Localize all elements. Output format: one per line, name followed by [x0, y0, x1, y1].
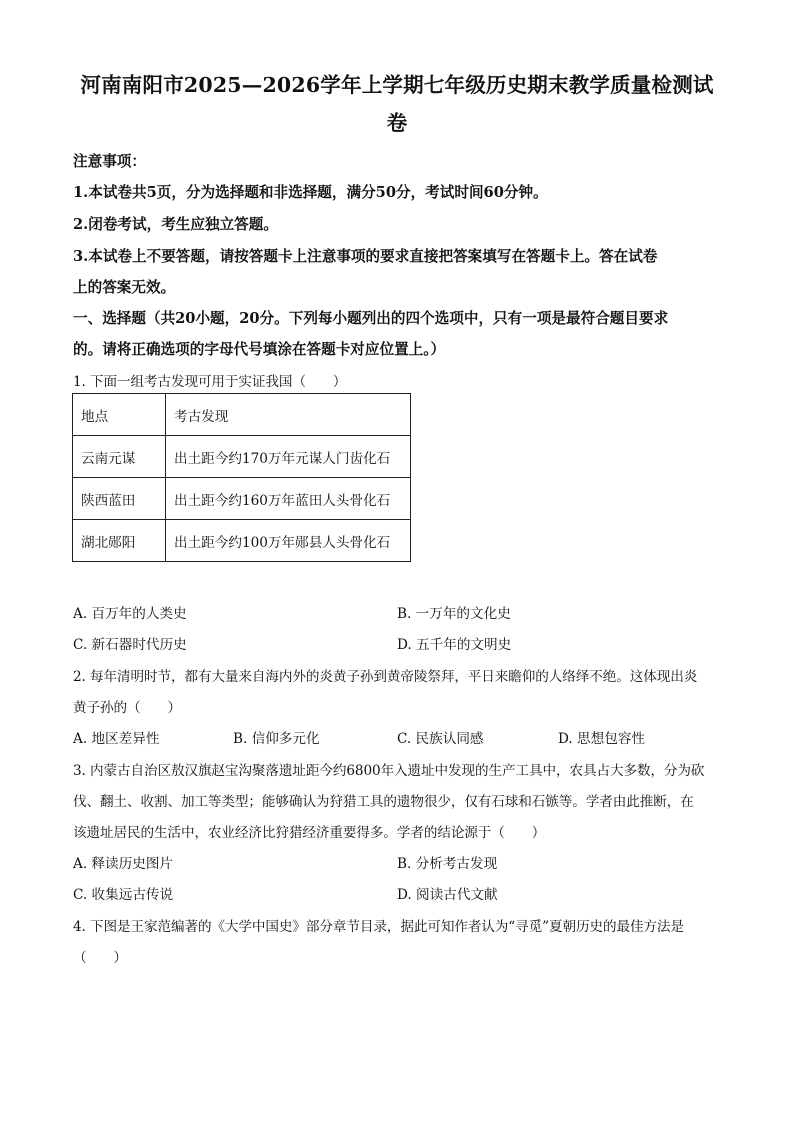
q1-option-a: A. 百万年的人类史: [73, 606, 187, 622]
section-heading-line-1: 一、选择题（共20小题，20分。下列每小题列出的四个选项中，只有一项是最符合题目要求: [73, 310, 669, 327]
title-line-2: 卷: [386, 111, 408, 135]
archaeology-table: [72, 393, 411, 562]
title-line-1: 河南南阳市2025—2026学年上学期七年级历史期末教学质量检测试: [80, 73, 714, 97]
q1-option-d: D. 五千年的文明史: [397, 637, 512, 653]
question-2-stem-line-1: 2. 每年清明时节，都有大量来自海内外的炎黄子孙到黄帝陵祭拜，平日来瞻仰的人络绎不绝。这体现出炎: [73, 669, 698, 685]
q3-option-b: B. 分析考古发现: [397, 856, 498, 872]
table-row: [73, 436, 411, 478]
table-cell: 出土距今约160万年蓝田人头骨化石: [166, 478, 411, 520]
table-header-cell: 考古发现: [166, 394, 411, 436]
question-4-stem-line-1: 4. 下图是王家范编著的《大学中国史》部分章节目录，据此可知作者认为“寻觅”夏朝历史的最佳方法是: [73, 919, 684, 935]
question-4-stem-line-2: （ ）: [73, 950, 127, 966]
q3-option-d: D. 阅读古代文献: [397, 887, 498, 903]
question-3-stem-line-1: 3. 内蒙古自治区敖汉旗赵宝沟聚落遗址距今约6800年入遗址中发现的生产工具中，农具占大多数，分为砍: [73, 763, 705, 779]
table-cell: 出土距今约100万年郧县人头骨化石: [166, 520, 411, 562]
question-3-stem-line-3: 该遗址居民的生活中，农业经济比狩猎经济重要得多。学者的结论源于（ ）: [73, 825, 546, 841]
q2-option-b: B. 信仰多元化: [233, 731, 320, 747]
q2-option-c: C. 民族认同感: [397, 731, 484, 747]
notice-item-1: 1.本试卷共5页，分为选择题和非选择题，满分50分，考试时间60分钟。: [73, 184, 548, 201]
question-1-stem: 1. 下面一组考古发现可用于实证我国（ ）: [73, 374, 347, 390]
q3-option-a: A. 释读历史图片: [73, 856, 174, 872]
question-2-stem-line-2: 黄子孙的（ ）: [73, 700, 181, 716]
table-header-cell: 地点: [73, 394, 166, 436]
exam-title: [60, 66, 734, 142]
q2-option-a: A. 地区差异性: [73, 731, 160, 747]
question-3-stem-line-2: 伐、翻土、收割、加工等类型；能够确认为狩猎工具的遗物很少，仅有石球和石镞等。学者由此推断，在: [73, 794, 694, 810]
q1-option-c: C. 新石器时代历史: [73, 637, 187, 653]
q1-option-b: B. 一万年的文化史: [397, 606, 511, 622]
notice-item-3: 3.本试卷上不要答题，请按答题卡上注意事项的要求直接把答案填写在答题卡上。答在试卷: [73, 248, 658, 265]
table-cell: 陕西蓝田: [73, 478, 166, 520]
notice-item-2: 2.闭卷考试，考生应独立答题。: [73, 216, 278, 233]
notice-heading: 注意事项：: [73, 153, 146, 170]
notice-item-3-cont: 上的答案无效。: [73, 279, 176, 296]
q3-option-c: C. 收集远古传说: [73, 887, 174, 903]
table-row: [73, 478, 411, 520]
table-header-row: [73, 394, 411, 436]
table-cell: 出土距今约170万年元谋人门齿化石: [166, 436, 411, 478]
table-cell: 云南元谋: [73, 436, 166, 478]
section-heading-line-2: 的。请将正确选项的字母代号填涂在答题卡对应位置上。）: [73, 341, 446, 358]
q2-option-d: D. 思想包容性: [558, 731, 646, 747]
table-cell: 湖北郧阳: [73, 520, 166, 562]
table-row: [73, 520, 411, 562]
